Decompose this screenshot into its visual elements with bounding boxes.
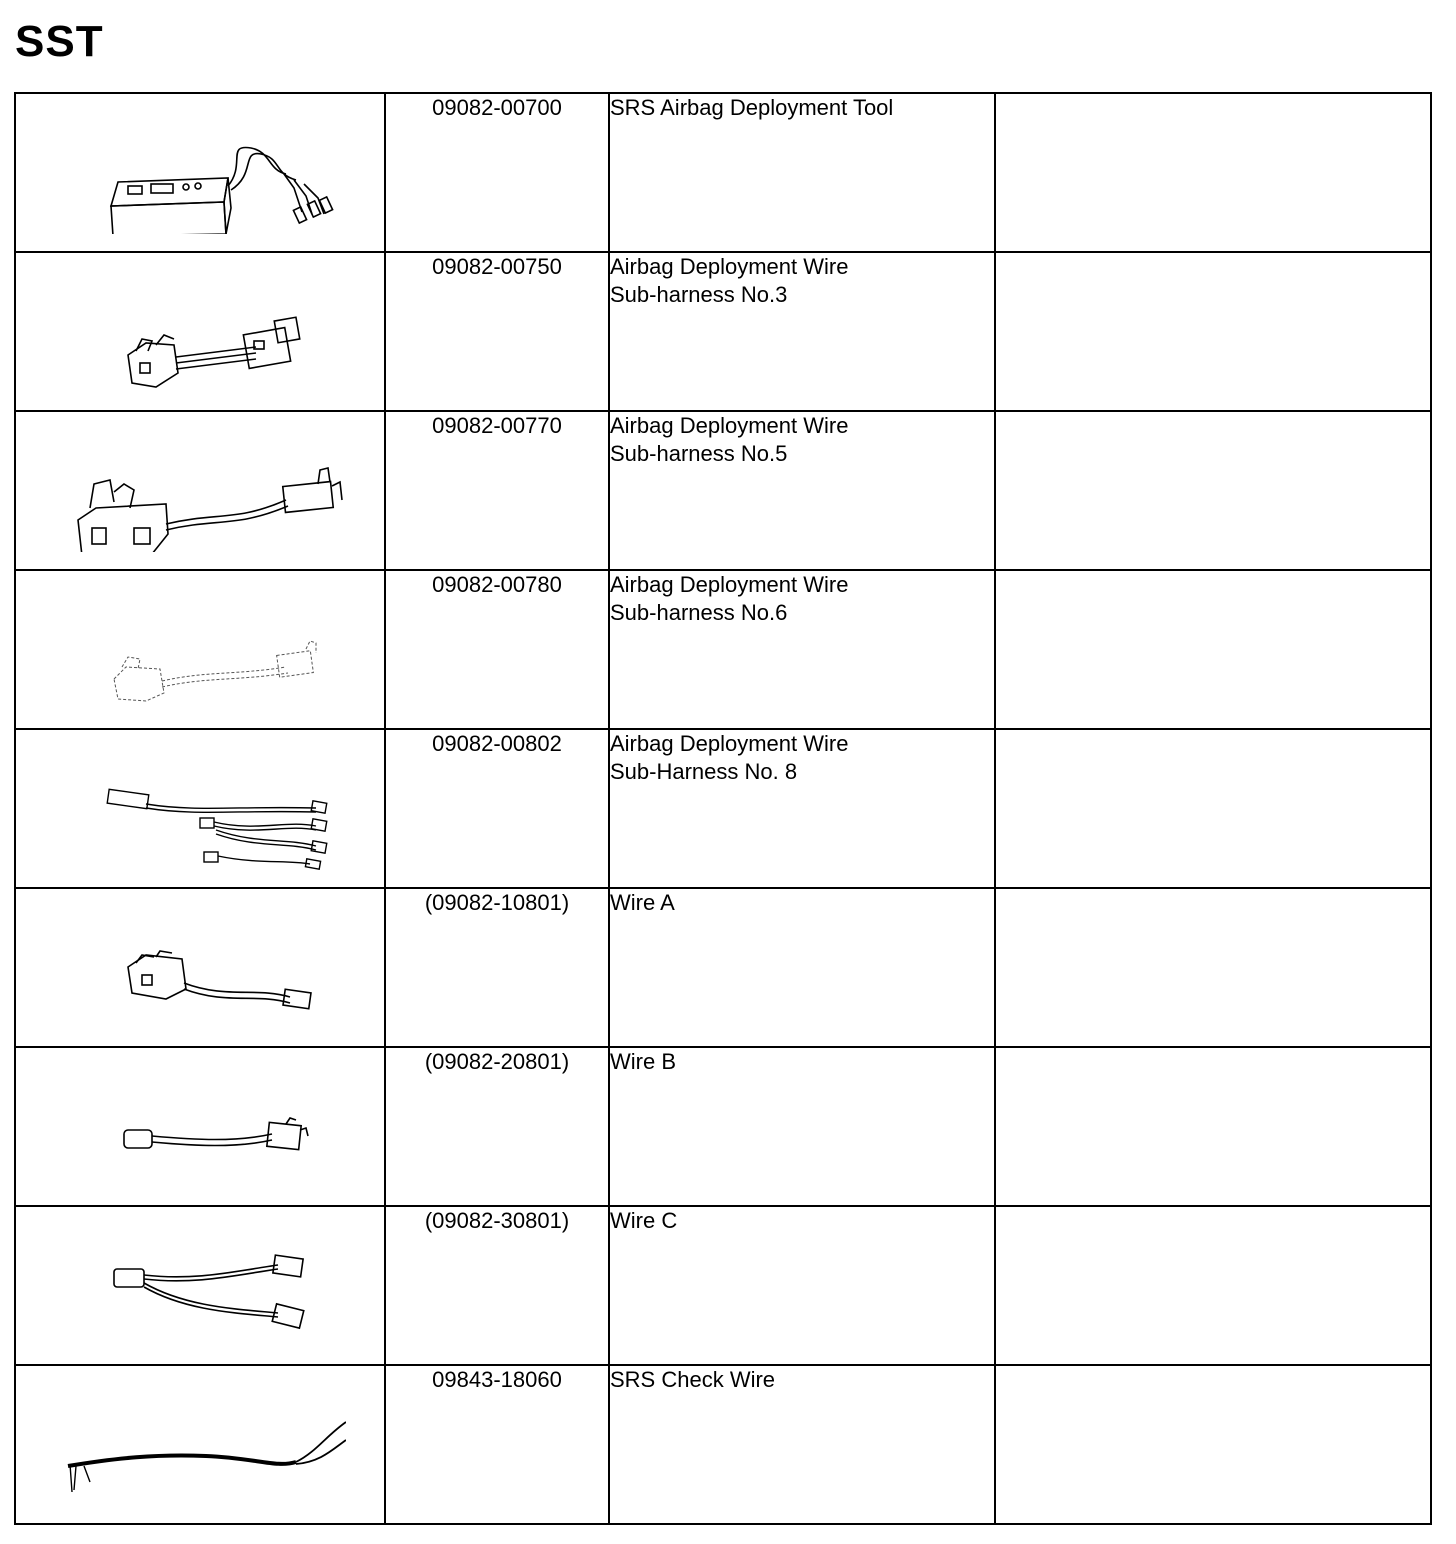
srs-check-wire-icon [56,1396,346,1506]
tool-name [609,1365,995,1524]
wire-c-icon [56,1237,346,1347]
table-row [15,93,1431,252]
tool-name-line: Sub-harness No.6 [610,600,788,625]
tool-name-line: Airbag Deployment Wire [610,572,849,597]
tool-illustration-cell [15,93,385,252]
table-row [15,1047,1431,1206]
table-row [15,252,1431,411]
tool-name [609,411,995,570]
tool-name-line: Sub-harness No.5 [610,441,788,466]
tool-name [609,888,995,1047]
sub-harness-no8-icon [56,760,346,870]
tool-name-line: SRS Check Wire [610,1367,776,1392]
note-cell [995,93,1431,252]
part-number: (09082-20801) [385,1047,609,1206]
note-cell [995,888,1431,1047]
tool-illustration-cell [15,1365,385,1524]
deployment-tool-box-icon [56,124,346,234]
tool-name [609,252,995,411]
table-row [15,570,1431,729]
sst-table [14,92,1432,1525]
tool-illustration-cell [15,411,385,570]
table-row [15,888,1431,1047]
part-number: 09082-00750 [385,252,609,411]
tool-name-line: Sub-harness No.3 [610,282,788,307]
note-cell [995,411,1431,570]
note-cell [995,570,1431,729]
note-cell [995,1206,1431,1365]
note-cell [995,1365,1431,1524]
wire-a-icon [56,919,346,1029]
tool-name [609,93,995,252]
tool-illustration-cell [15,570,385,729]
tool-illustration-cell [15,1206,385,1365]
tool-name [609,570,995,729]
tool-illustration-cell [15,252,385,411]
page-title: SST [15,17,104,66]
table-row [15,729,1431,888]
tool-name-line: Airbag Deployment Wire [610,731,849,756]
part-number: 09843-18060 [385,1365,609,1524]
tool-name-line: Wire C [610,1208,678,1233]
tool-name-line: Airbag Deployment Wire [610,413,849,438]
sub-harness-no5-icon [56,442,346,552]
table-row [15,411,1431,570]
tool-name-line: Wire A [610,890,675,915]
part-number: (09082-10801) [385,888,609,1047]
tool-name-line: Airbag Deployment Wire [610,254,849,279]
part-number: 09082-00700 [385,93,609,252]
note-cell [995,1047,1431,1206]
wire-b-icon [56,1078,346,1188]
tool-illustration-cell [15,729,385,888]
tool-illustration-cell [15,1047,385,1206]
part-number: (09082-30801) [385,1206,609,1365]
note-cell [995,252,1431,411]
tool-name-line: Wire B [610,1049,676,1074]
tool-name-line: SRS Airbag Deployment Tool [610,95,894,120]
part-number: 09082-00802 [385,729,609,888]
tool-illustration-cell [15,888,385,1047]
tool-name [609,1047,995,1206]
tool-name-line: Sub-Harness No. 8 [610,759,798,784]
tool-name [609,1206,995,1365]
tool-name [609,729,995,888]
part-number: 09082-00780 [385,570,609,729]
sub-harness-no3-icon [56,283,346,393]
part-number: 09082-00770 [385,411,609,570]
table-row [15,1365,1431,1524]
sub-harness-no6-icon [56,601,346,711]
table-row [15,1206,1431,1365]
note-cell [995,729,1431,888]
